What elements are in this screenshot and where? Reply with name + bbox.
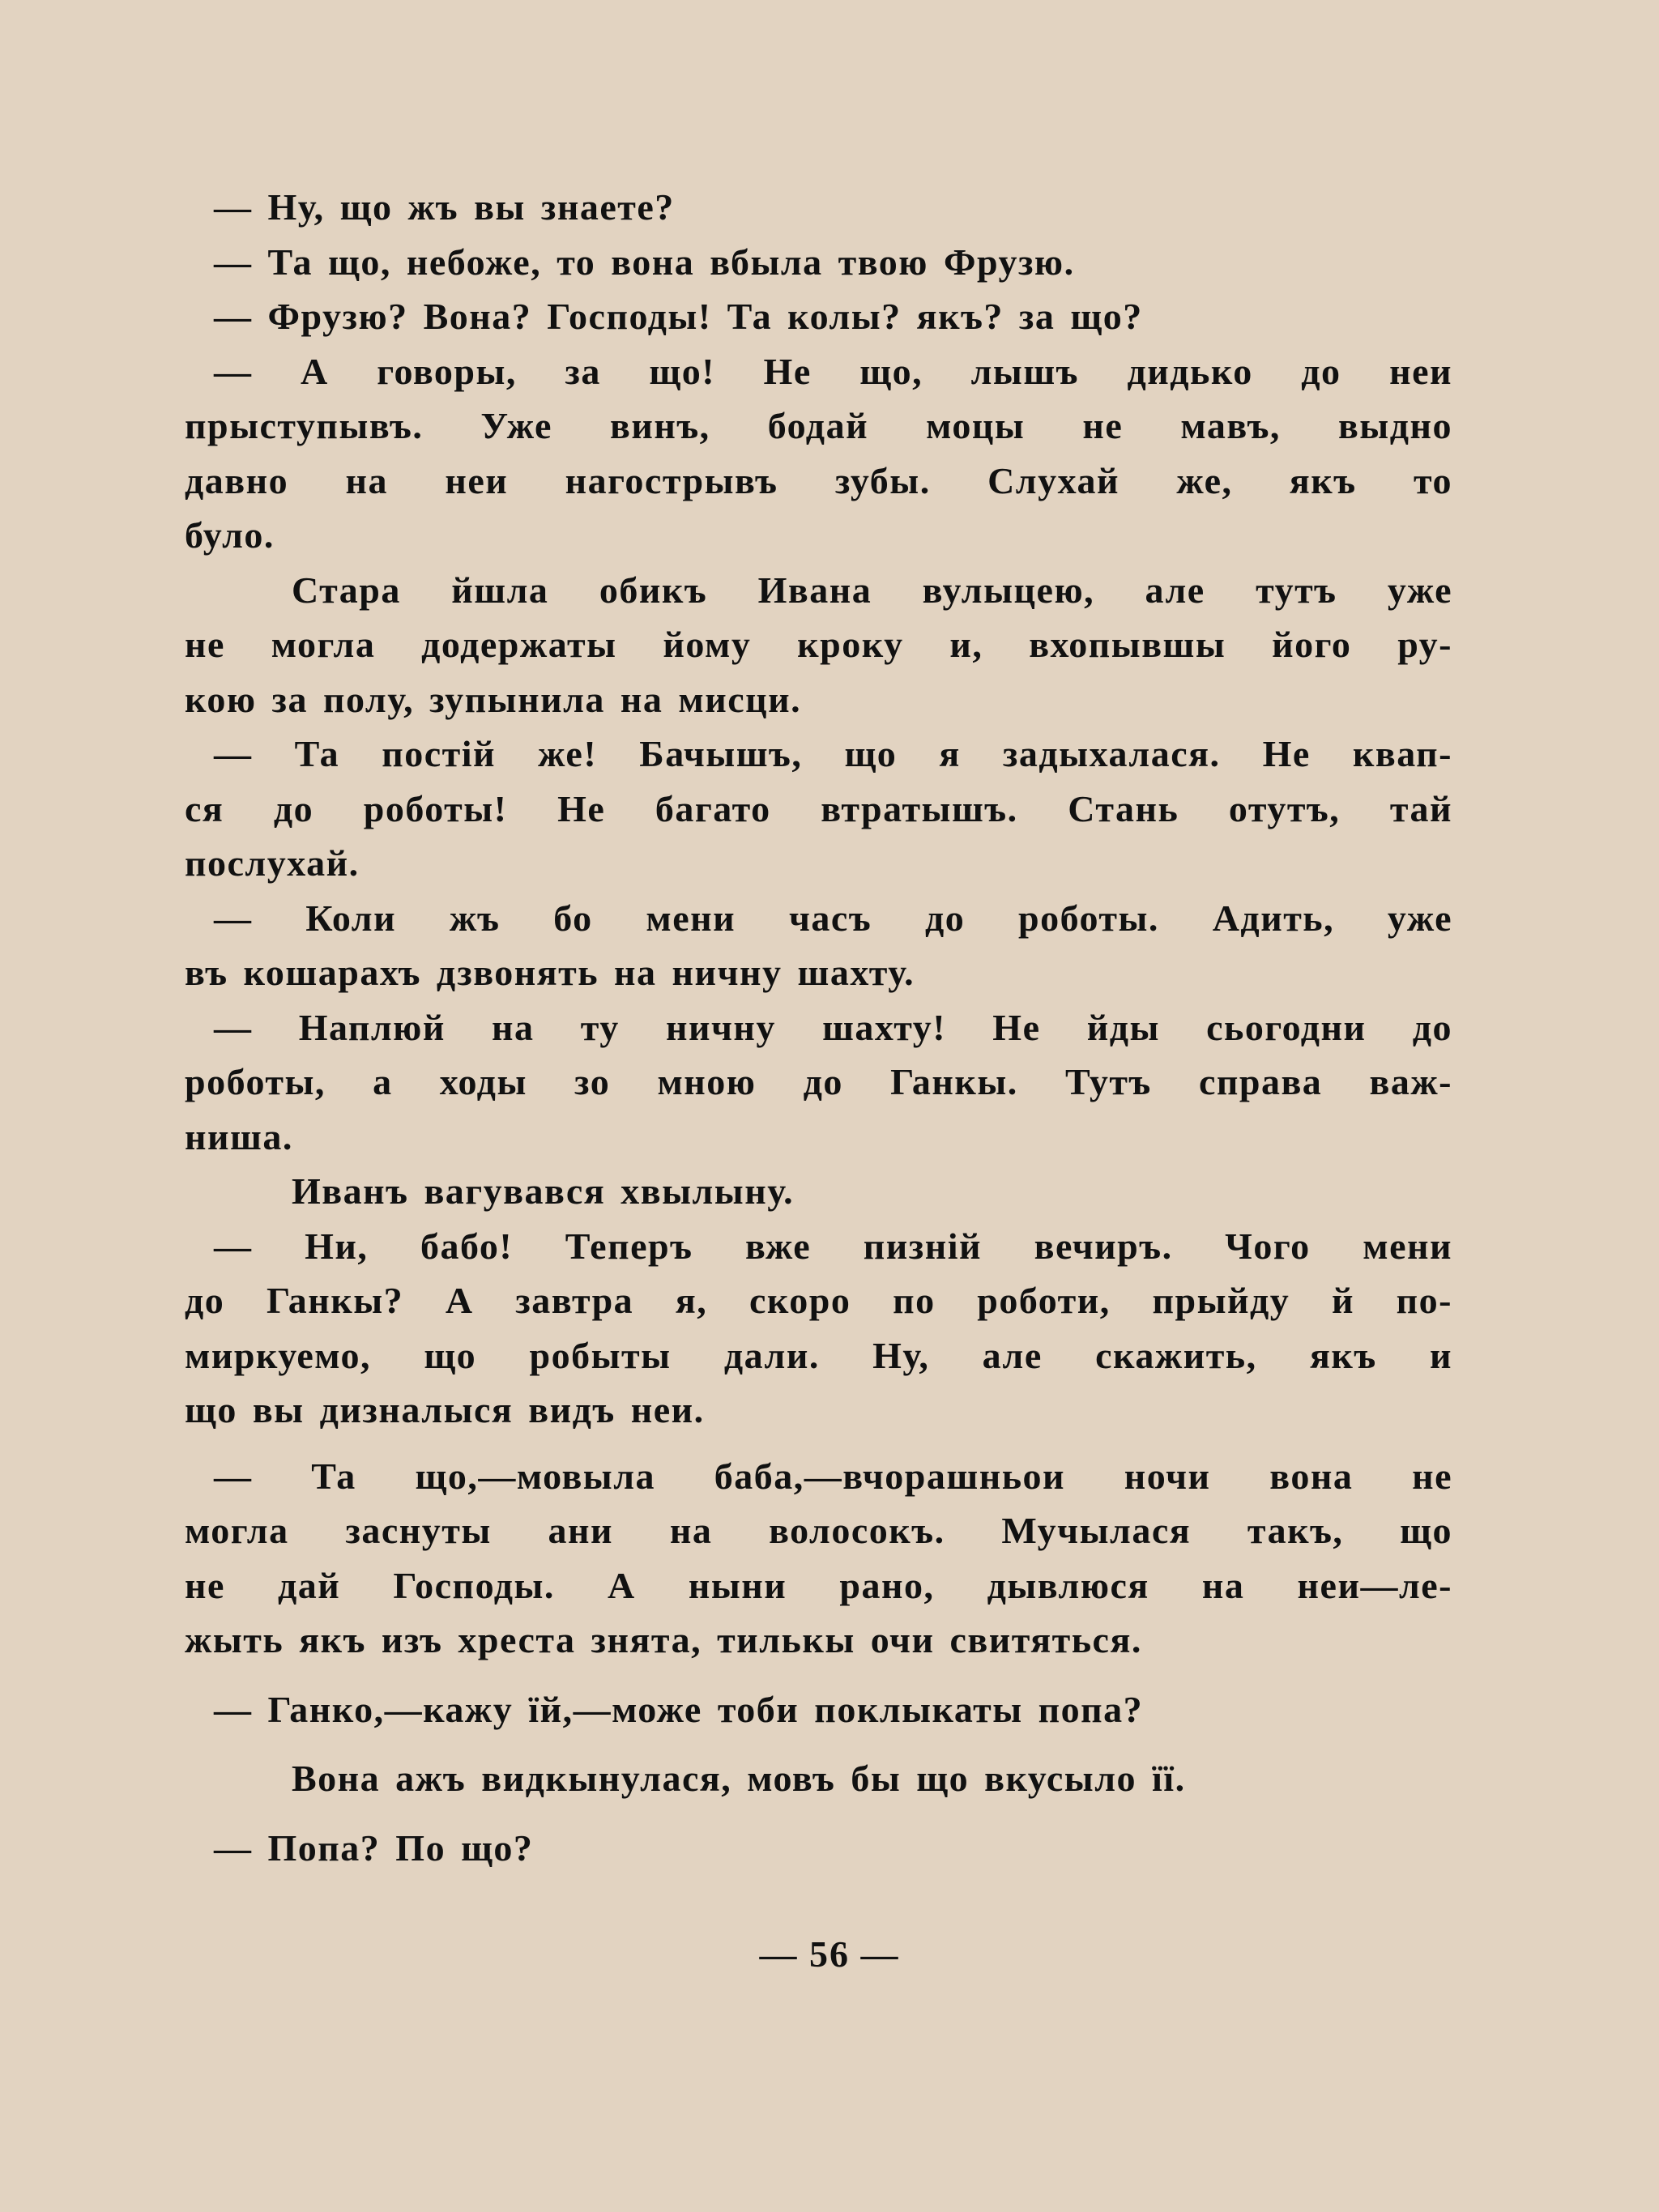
text-line: давно на неи нагострывъ зубы. Слухай же, якъ то bbox=[185, 459, 1452, 501]
text-line: — А говоры, за що! Не що, лышъ дидько до неи bbox=[214, 350, 1452, 392]
text-line: послухай. bbox=[185, 842, 360, 884]
text-line: що вы дизналыся видъ неи. bbox=[185, 1389, 705, 1430]
text-line: жыть якъ изъ хреста знята, тилькы очи свитяться. bbox=[185, 1619, 1142, 1660]
text-line: не могла додержаты йому кроку и, вхопывшы його ру- bbox=[185, 624, 1452, 665]
text-line: ниша. bbox=[185, 1115, 293, 1157]
text-line: — Наплюй на ту ничну шахту! Не йды сьогодни до bbox=[214, 1006, 1452, 1048]
text-line: кою за полу, зупынила на мисци. bbox=[185, 678, 802, 720]
text-line: Иванъ вагувався хвылыну. bbox=[292, 1170, 795, 1212]
text-line: въ кошарахъ дзвонять на ничну шахту. bbox=[185, 952, 915, 993]
text-line: — Та що, небоже, то вона вбыла твою Фрузю. bbox=[214, 241, 1075, 283]
text-line: — Коли жъ бо мени часъ до роботы. Адить, уже bbox=[214, 897, 1452, 939]
text-line: було. bbox=[185, 514, 275, 556]
text-line: — Ну, що жъ вы знаете? bbox=[214, 186, 675, 228]
text-line: ся до роботы! Не багато втратышъ. Стань отутъ, тай bbox=[185, 787, 1452, 829]
text-line: миркуемо, що робыты дали. Ну, але скажить, якъ и bbox=[185, 1334, 1452, 1376]
text-line: — Ни, бабо! Теперъ вже пизній вечиръ. Чого мени bbox=[214, 1225, 1452, 1267]
text-line: — Фрузю? Вона? Господы! Та колы? якъ? за що? bbox=[214, 296, 1143, 337]
text-line: не дай Господы. А ныни рано, дывлюся на неи—ле- bbox=[185, 1564, 1452, 1606]
page-body-text bbox=[185, 180, 1452, 1875]
text-line: роботы, а ходы зо мною до Ганкы. Тутъ справа важ- bbox=[185, 1061, 1452, 1102]
text-line: Стара йшла обикъ Ивана вулыцею, але тутъ уже bbox=[292, 569, 1452, 611]
text-line: — Попа? По що? bbox=[214, 1826, 534, 1869]
page-number: — 56 — bbox=[759, 1933, 900, 1975]
text-line: — Та що,—мовыла баба,—вчорашньои ночи вона не bbox=[214, 1455, 1452, 1497]
text-line: — Ганко,—кажу їй,—може тоби поклыкаты попа? bbox=[214, 1688, 1144, 1730]
text-line: до Ганкы? А завтра я, скоро по роботи, прыйду й по- bbox=[185, 1280, 1452, 1321]
text-line: Вона ажъ видкынулася, мовъ бы що вкусыло її. bbox=[292, 1758, 1186, 1799]
text-line: могла заснуты ани на волосокъ. Мучылася такъ, що bbox=[185, 1510, 1452, 1551]
text-line: прыступывъ. Уже винъ, бодай моцы не мавъ, выдно bbox=[185, 405, 1452, 446]
text-line: — Та постій же! Бачышъ, що я задыхалася. Не квап- bbox=[214, 733, 1452, 774]
